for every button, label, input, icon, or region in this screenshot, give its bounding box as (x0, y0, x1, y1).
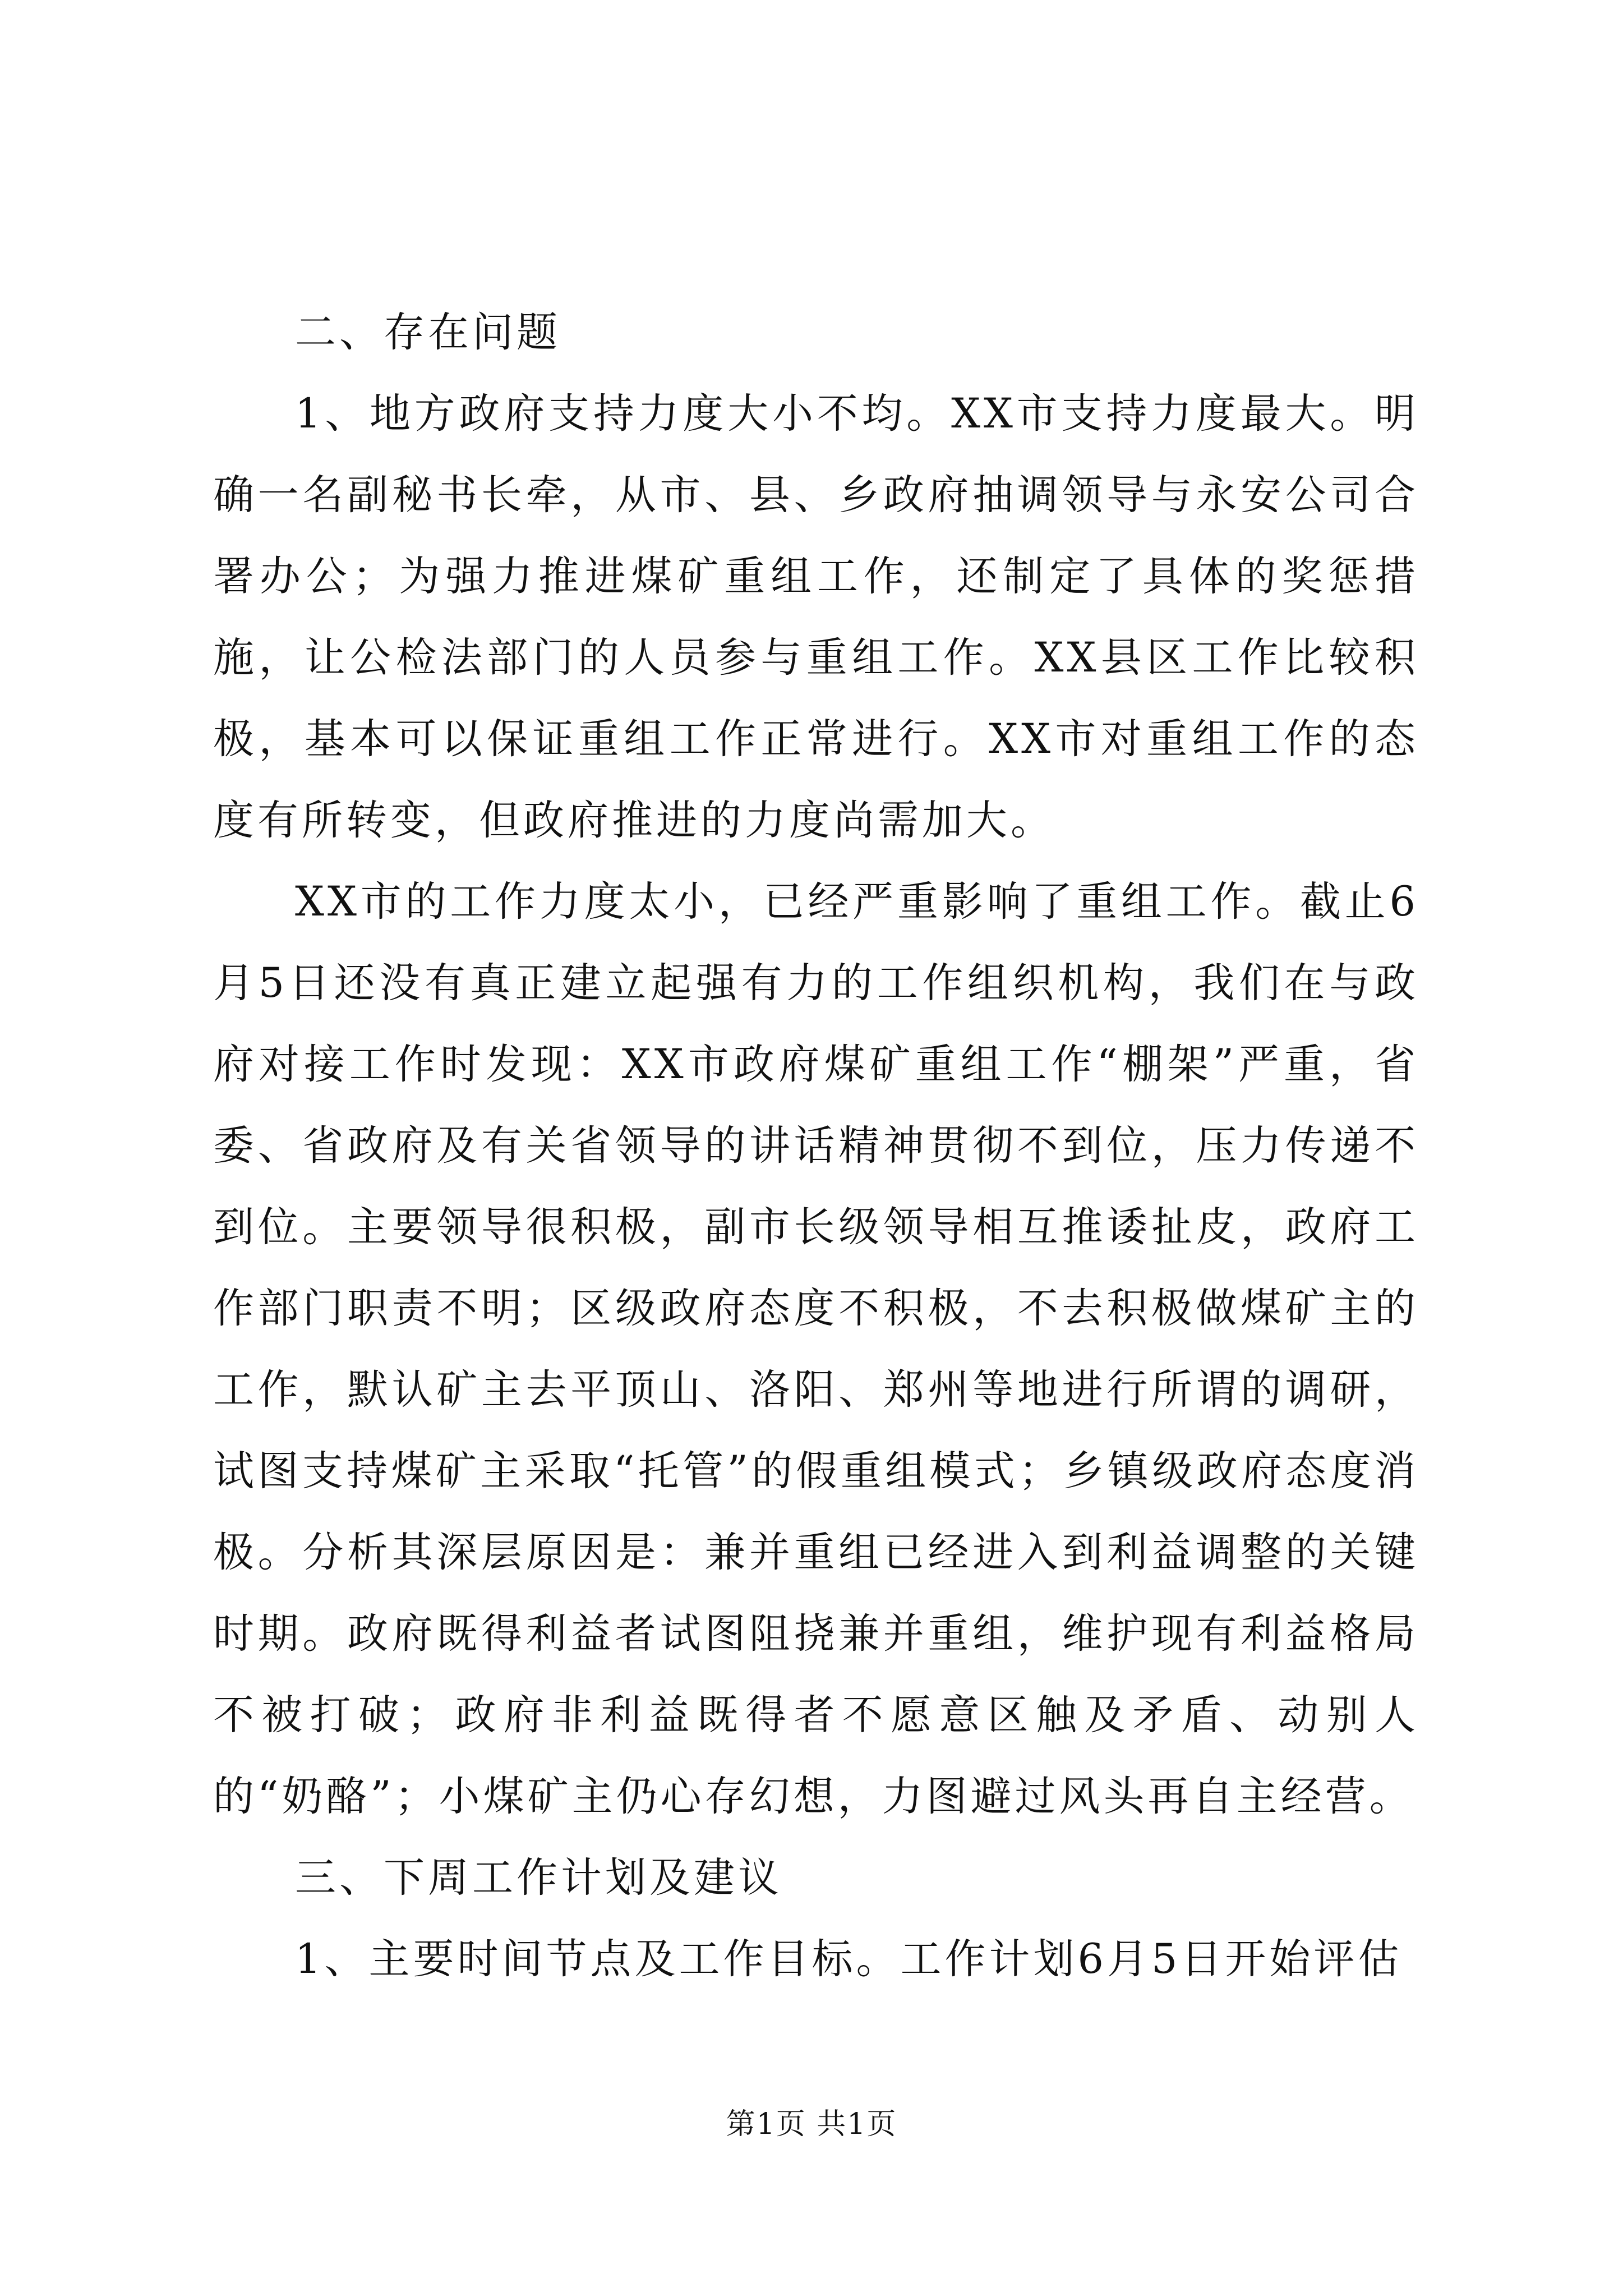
section-heading-problems: 二、存在问题 (295, 309, 561, 356)
page-footer: 第1页 共1页 (726, 2108, 897, 2141)
document-body (213, 292, 1419, 2000)
body-paragraph: 1、地方政府支持力度大小不均。XX市支持力度最大。明确一名副秘书长牵，从市、县、乡政府抽调领导与永安公司合署办公；为强力推进煤矿重组工作，还制定了具体的奖惩措施，让公检法部门的人员参与重组工作。XX县区工作比较积极，基本可以保证重组工作正常进行。XX市对重组工作的态度有所转变，但政府推进的力度尚需加大。 (213, 390, 1419, 844)
body-paragraph: XX市的工作力度太小，已经严重影响了重组工作。截止6月5日还没有真正建立起强有力的工作组织机构，我们在与政府对接工作时发现：XX市政府煤矿重组工作“棚架”严重，省委、省政府及有关省领导的讲话精神贯彻不到位，压力传递不到位。主要领导很积极，副市长级领导相互推诿扯皮，政府工作部门职责不明；区级政府态度不积极，不去积极做煤矿主的工作，默认矿主去平顶山、洛阳、郑州等地进行所谓的调研，试图支持煤矿主采取“托管”的假重组模式；乡镇级政府态度消极。分析其深层原因是：兼并重组已经进入到利益调整的关键时期。政府既得利益者试图阻挠兼并重组，维护现有利益格局不被打破；政府非利益既得者不愿意区触及矛盾、动别人的“奶酪”；小煤矿主仍心存幻想，力图避过风头再自主经营。 (213, 878, 1419, 1820)
section-heading-next-week-plan: 三、下周工作计划及建议 (295, 1854, 782, 1902)
body-paragraph: 1、主要时间节点及工作目标。工作计划6月5日开始评估 (295, 1935, 1403, 1983)
